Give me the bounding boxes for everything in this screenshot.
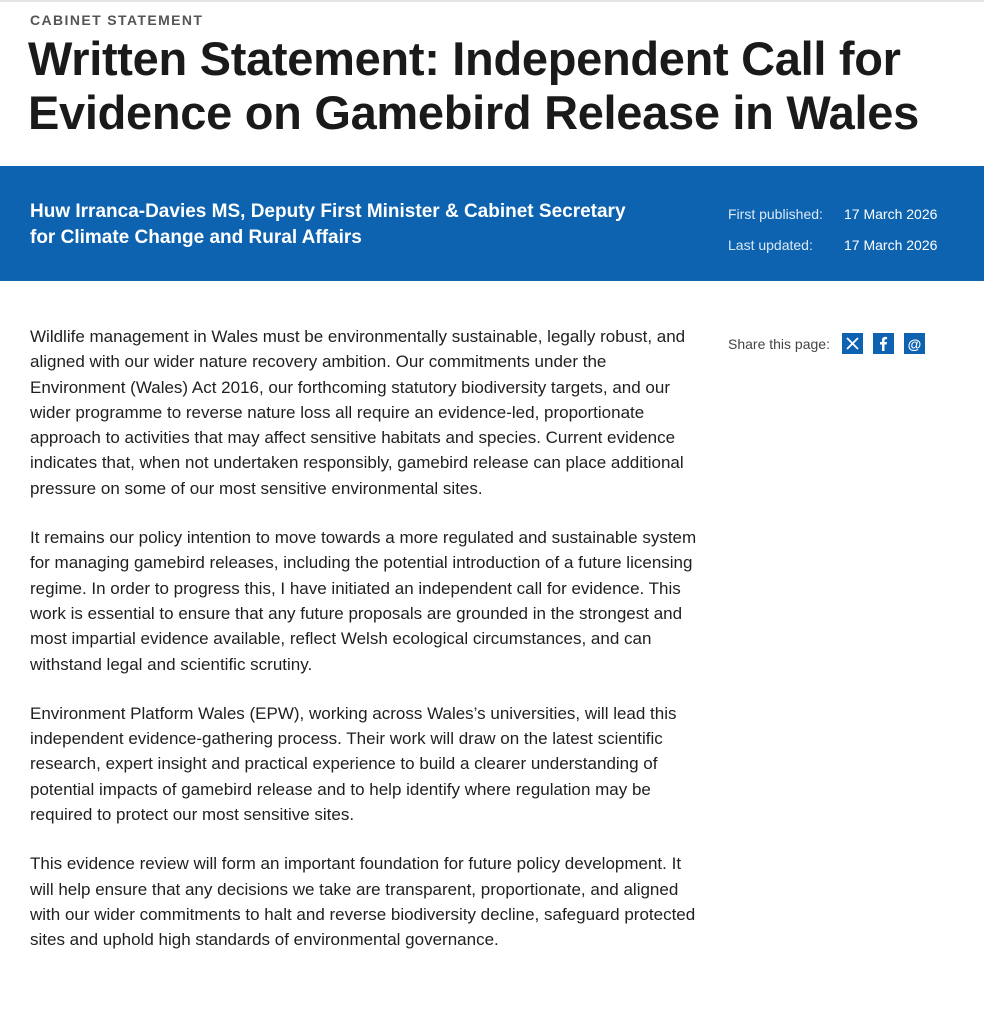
x-icon <box>846 337 859 350</box>
article-paragraph: This evidence review will form an important foundation for future policy development. It will help ensure that any decisions we take are transparent, proportionate, and aligned with our wider commitments to halt and reverse biodiversity decline, safeguard protected sites and uphold high standards of environmental governance. <box>30 854 696 950</box>
top-divider <box>0 0 984 2</box>
share-facebook-button[interactable] <box>873 333 894 354</box>
content-type-label: CABINET STATEMENT <box>30 12 204 28</box>
email-icon: @ <box>907 335 922 352</box>
last-updated-value: 17 March 2026 <box>844 237 938 253</box>
first-published-value: 17 March 2026 <box>844 206 938 222</box>
author-name: Huw Irranca-Davies MS, Deputy First Minister & Cabinet Secretary for Climate Change and Rural Affairs <box>30 201 626 248</box>
first-published-label: First published: <box>728 206 823 222</box>
article-body <box>30 324 698 977</box>
share-bar <box>728 333 935 354</box>
first-published-row <box>728 199 937 230</box>
article-paragraph: It remains our policy intention to move towards a more regulated and sustainable system for managing gamebird releases, including the potential introduction of a future licensing regime. In order to progress this, I have initiated an independent call for evidence. This work is essential to ensure that any future proposals are grounded in the strongest and most impartial evidence available, reflect Welsh ecological circumstances, and can withstand legal and scientific scrutiny. <box>30 528 697 674</box>
last-updated-label: Last updated: <box>728 237 813 253</box>
article-paragraph: Environment Platform Wales (EPW), working across Wales’s universities, will lead this independent evidence-gathering process. Their work will draw on the latest scientific research, expert insight and practical experience to build a clearer understanding of potential impacts of gamebird release and to help identify where regulation may be required to protect our most sensitive sites. <box>30 703 677 825</box>
share-email-button[interactable] <box>904 333 925 354</box>
last-updated-row <box>728 230 937 261</box>
article-paragraph: Wildlife management in Wales must be environmentally sustainable, legally robust, and aligned with our wider nature recovery ambition. Our commitments under the Environment (Wales) Act 2016, our forthcoming statutory biodiversity targets, and our wider programme to reverse nature loss all require an evidence-led, proportionate approach to activities that may affect sensitive habitats and species. Current evidence indicates that, when not undertaken responsibly, gamebird release can place additional pressure on some of our most sensitive environmental sites. <box>30 327 686 498</box>
facebook-icon <box>878 336 888 351</box>
share-x-button[interactable] <box>842 333 863 354</box>
publication-banner <box>0 166 984 281</box>
page-title: Written Statement: Independent Call for Evidence on Gamebird Release in Wales <box>28 32 919 139</box>
share-label: Share this page: <box>728 335 830 352</box>
publication-dates <box>728 199 937 261</box>
